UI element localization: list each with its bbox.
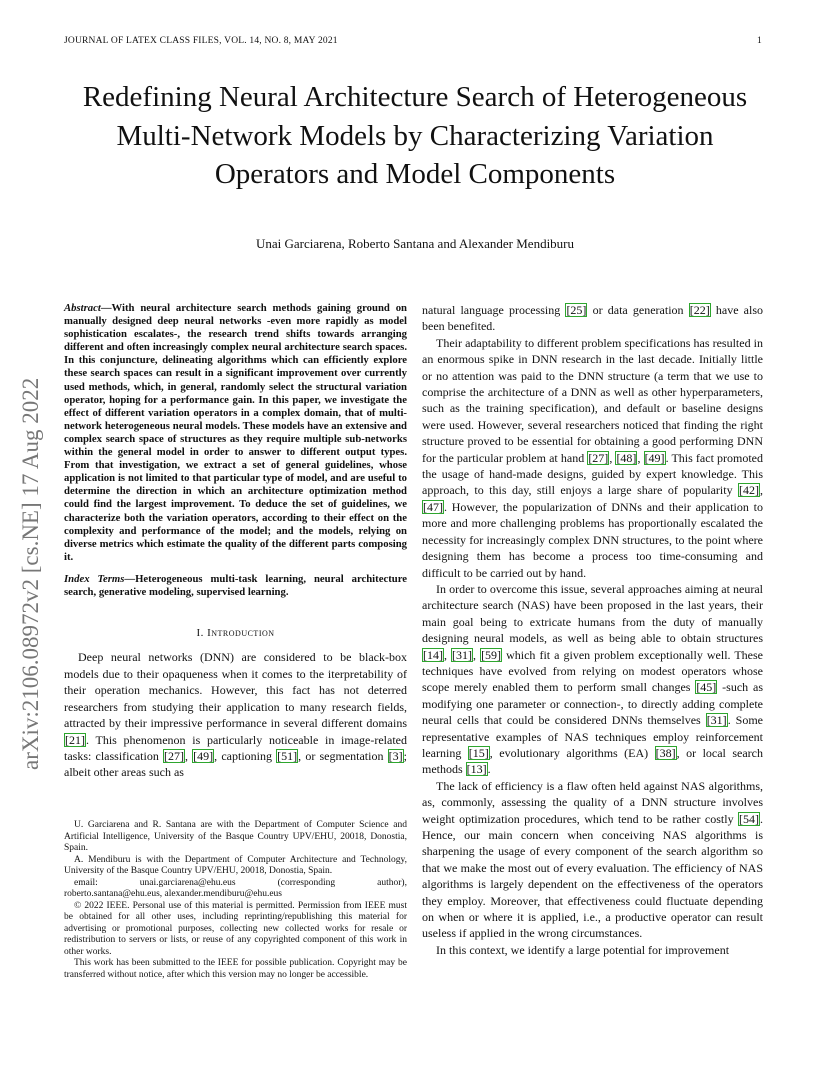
section-heading-introduction: I. Introduction	[196, 627, 275, 640]
citation-link[interactable]: [49]	[644, 450, 665, 465]
text-run: ,	[760, 483, 763, 498]
text-run: .	[487, 762, 491, 777]
text-run: ,	[444, 647, 452, 662]
text-run: ,	[609, 450, 616, 465]
citation-link[interactable]: [25]	[566, 303, 587, 317]
text-run: ; albeit other areas such as	[64, 748, 407, 780]
text-run: which fit a given problem exceptionally well. These techniques have evolved from relying on modest operators whose scope merely enabled them to perform small changes	[422, 647, 764, 695]
abstract-label: Abstract	[64, 302, 101, 314]
text-run: Their adaptability to different problem specifications has resulted in an enormous spike in DNN research in the last decade. Initially little or no attention was paid to the DNN structure (a term that we use to comprise the architecture of a DNN as well as other hyperparameters, such as the training specification), and default or baseline designs were used. However, several researchers noticed that finding the right structure proved to be essential for obtaining a good performing DNN for the particular problem at hand	[422, 335, 763, 465]
running-head: JOURNAL OF LATEX CLASS FILES, VOL. 14, NO. 8, MAY 2021	[64, 36, 338, 46]
body-paragraph: In this context, we identify a large potential for improvement	[436, 942, 730, 957]
citation-link[interactable]: [54]	[739, 811, 759, 826]
citation-link[interactable]: [48]	[616, 450, 637, 465]
index-terms	[64, 573, 407, 599]
text-run: -such as modifying one parameter or connection-, to directly adding complete neural cells that could be considered DNNs themselves	[422, 680, 763, 728]
text-run: , or segmentation	[298, 748, 388, 763]
citation-link[interactable]: [27]	[588, 450, 609, 465]
citation-link[interactable]: [42]	[739, 483, 759, 498]
text-run: ,	[184, 748, 193, 763]
text-run: ,	[637, 450, 644, 465]
text-run: , or local search methods	[422, 745, 764, 777]
left-column	[64, 302, 407, 781]
citation-link[interactable]: [15]	[468, 745, 489, 760]
intro-paragraph	[64, 649, 407, 780]
body-paragraph	[422, 302, 763, 335]
citation-link[interactable]: [31]	[452, 647, 473, 662]
citation-link[interactable]: [13]	[466, 762, 487, 777]
footnote-affiliation-1: U. Garciarena and R. Santana are with the Department of Computer Science and Artificial Intelligence, University of the Basque Country UPV/EHU, 20018, Donostia, Spain.	[64, 820, 407, 853]
right-column	[422, 302, 763, 958]
citation-link[interactable]: [49]	[193, 748, 214, 763]
author-list: Unai Garciarena, Roberto Santana and Alexander Mendiburu	[255, 236, 575, 251]
abstract-text: —With neural architecture search methods gaining ground on manually designed deep neural networks -even more rapidly as model sophistication escalates-, the research trend shifts towards arranging different and often increasingly complex neural architecture search spaces. In this conjuncture, delineating algorithms which can efficiently explore these search spaces can result in a significant improvement over currently used methods, which, in general, randomly select the structural variation operator, hoping for a performance gain. In this paper, we investigate the effect of different variation operators in a complex domain, that of multi-network heterogeneous neural models. These models have an extensive and complex search space of structures as they require multiple sub-networks within the general model in order to answer to different output types. From that investigation, we extract a set of general guidelines, whose application is not limited to that particular type of model, and are useful to determine the direction in which an architecture optimization method could find the largest improvement. To deduce the set of guidelines, we characterize both the variation operators, according to their effect on the complexity and performance of the model; and the models, relying on diverse metrics which estimate the quality of the different parts composing it.	[64, 302, 407, 563]
text-run: Deep neural networks (DNN) are considered to be black-box models due to their opaqueness when it comes to the iterpretability of their operation mechanics. However, this fact has not deterred researchers from studying their application to many research fields, attracted by their impressive performance in several different domains	[64, 650, 407, 731]
citation-link[interactable]: [3]	[388, 748, 403, 763]
text-run: . However, the popularization of DNNs and their application to more and more challenging problems has proportionally escalated the necessity for increasingly complex DNN structures, to the point where designing them has become a process too time-consuming and difficult to be carried out by hand.	[422, 499, 763, 580]
email-link[interactable]: roberto.santana@ehu.eus, alexander.mendiburu@ehu.eus	[64, 889, 282, 899]
abstract	[64, 302, 407, 564]
text-run: . This fact promoted the usage of hand-made designs, guided by expert knowledge. This approach, to this day, still enjoys a large share of popularity	[422, 450, 764, 498]
page-number: 1	[757, 36, 762, 46]
citation-link[interactable]: [14]	[423, 647, 443, 662]
citation-link[interactable]: [27]	[163, 748, 184, 763]
citation-link[interactable]: [59]	[481, 647, 502, 662]
footnote-email	[64, 878, 407, 901]
index-terms-label: Index Terms	[64, 572, 125, 585]
text-run: In order to overcome this issue, several approaches aiming at neural architecture search (NAS) have been proposed in the last years, their main goal being to extricate humans from the duty of manually designing neural models, as well as being able to obtain structures	[422, 581, 763, 646]
text-run: or data generation	[587, 303, 689, 317]
citation-link[interactable]: [22]	[689, 303, 710, 317]
text-run: . Some representative examples of NAS techniques employ reinforcement learning	[422, 713, 763, 760]
citation-link[interactable]: [45]	[696, 680, 717, 695]
body-paragraph	[422, 581, 763, 778]
footnote-copyright: © 2022 IEEE. Personal use of this material is permitted. Permission from IEEE must be obtained for all other uses, including reprinting/republishing this material for advertising or promotional purposes, collecting new collected works for resale or redistribution to servers or lists, or reuse of any copyrighted component of this work in other works.	[64, 900, 407, 957]
citation-link[interactable]: [38]	[655, 745, 676, 760]
text-run: natural language processing	[422, 303, 566, 317]
text-run: (corresponding	[277, 877, 336, 888]
citation-link[interactable]: [21]	[65, 732, 85, 747]
text-run: The lack of efficiency is a flaw often held against NAS algorithms, as, commonly, assessing the quality of a DNN structure involves weight optimization procedures, which tend to be rather costly	[422, 778, 763, 826]
citation-link[interactable]: [51]	[277, 748, 298, 763]
body-paragraph	[422, 778, 763, 942]
paper-title: Redefining Neural Architecture Search of Heterogeneous Multi-Network Models by Characterizing Variation Operators and Model Components	[82, 81, 748, 190]
text-run: ,	[473, 647, 481, 662]
text-run: have also been benefited.	[422, 303, 764, 334]
text-run: email:	[74, 877, 98, 888]
citation-link[interactable]: [31]	[706, 713, 727, 728]
arxiv-stamp[interactable]: arXiv:2106.08972v2 [cs.NE] 17 Aug 2022	[18, 377, 43, 770]
text-run: , evolutionary algorithms (EA)	[489, 745, 655, 760]
footnote-submission: This work has been submitted to the IEEE for possible publication. Copyright may be transferred without notice, after which this version may no longer be accessible.	[64, 958, 407, 980]
text-run: author),	[377, 877, 407, 888]
footnotes	[64, 820, 407, 981]
body-paragraph	[422, 335, 763, 581]
citation-link[interactable]: [47]	[423, 499, 443, 514]
text-run: . Hence, our main concern when conceiving NAS algorithms is sharpening the usage of every component of the search algorithm so that we make the most out of every evaluation. The efficiency of NAS algorithms is largely dependent on the effectiveness of the operators they employ. Moreover, that effectiveness could fluctuate depending on when or where it is applied, i.e., a productive operator can result useless if applied in the wrong circumstances.	[422, 811, 763, 941]
index-terms-text: —Heterogeneous multi-task learning, neural architecture search, generative modeling, supervised learning.	[64, 572, 407, 598]
text-run: , captioning	[214, 748, 277, 763]
text-run: . This phenomenon is particularly noticeable in image-related tasks: classification	[64, 732, 407, 763]
email-link[interactable]: unai.garciarena@ehu.eus	[139, 877, 236, 888]
footnote-affiliation-2: A. Mendiburu is with the Department of Computer Architecture and Technology, University of the Basque Country UPV/EHU, 20018, Donostia, Spain.	[64, 854, 407, 876]
